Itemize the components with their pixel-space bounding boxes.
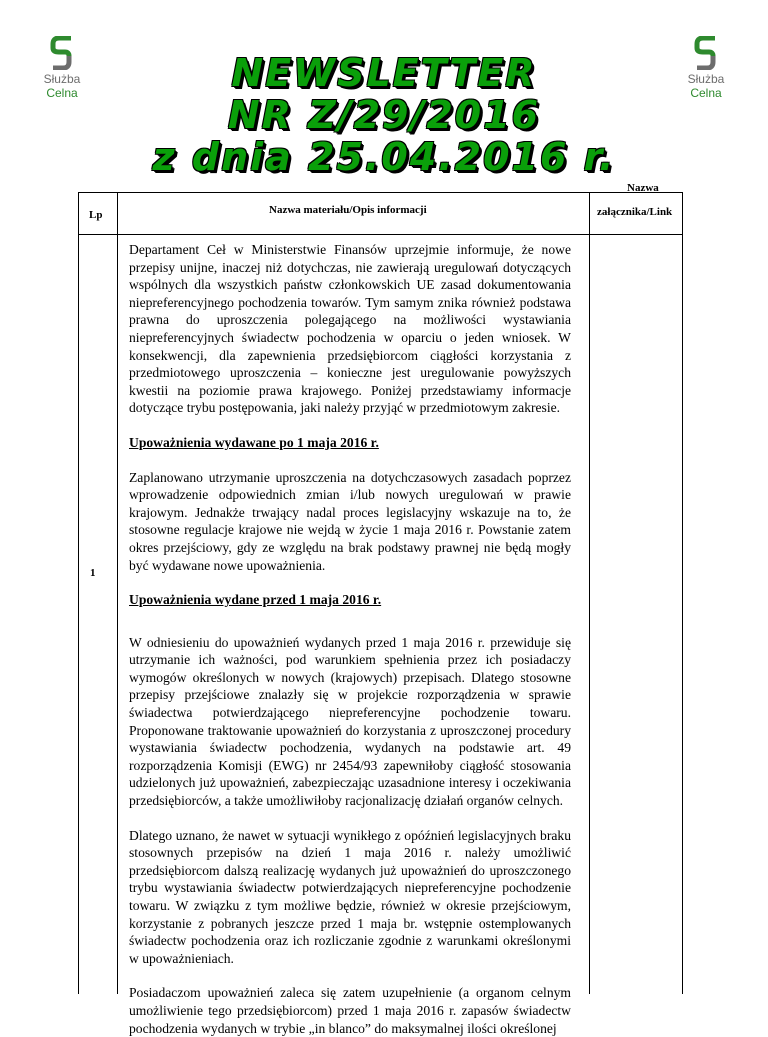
column-header-attachment-line2: załącznika/Link [597,206,673,218]
banner-date: z dnia 25.04.2016 r. [152,135,616,179]
paragraph-recommendation: Posiadaczom upoważnień zaleca się zatem uzupełnienie (a organom celnym umożliwienie tego przedsiębiorcom) przed 1 maja 2016 r. zapasów świadectw pochodzenia wydanych w trybie „in blanco” do maksymalnej ilości określonej [129,985,571,1036]
paragraph-after-may: Zaplanowano utrzymanie uproszczenia na dotychczasowych zasadach poprzez wprowadzenie odpowiednich zmian i/lub nowych uregulowań w prawie krajowym. Jednakże trwający nadal proces legislacyjny wskazuje na to, że stosowne regulacje krajowe nie wejdą w życie 1 maja 2016 r. Powstanie zatem okres przejściowy, gdy ze względu na brak podstawy prawnej nie będą mogły być wydawane nowe upoważnienia. [129,469,571,573]
logo-text-line1: Służba [687,72,725,86]
logo-text-line2: Celna [690,86,722,100]
logo-text-line2: Celna [46,86,78,100]
column-header-attachment-line1: Nazwa [627,182,659,194]
banner-title: NEWSLETTER [231,51,537,95]
paragraph-intro: Departament Ceł w Ministerstwie Finansów uprzejmie informuje, że nowe przepisy unijne, inaczej niż dotychczas, nie zawierają uregulowań dotyczących wspólnych dla wszystkich państw członkowskich UE zasad dokumentowania niepreferencyjnego pochodzenia towarów. Tym samym znika również podstawa prawna do uproszczenia polegającego na możliwości wystawiania niepreferencyjnych świadectw pochodzenia w oparciu o jeden wniosek. W konsekwencji, dla zapewnienia przedsiębiorcom ciągłości korzystania z przedmiotowego uproszczenia – konieczne jest uregulowanie powyższych kwestii na poziomie prawa krajowego. Poniżej przedstawiamy informacje dotyczące trybu postępowania, jaki należy przyjąć w przedmiotowym zakresie. [129,242,571,416]
row-content [129,241,571,1037]
logo-sluzba-celna-left [32,36,92,100]
customs-logo-icon [693,36,719,70]
table-divider [682,193,683,994]
banner-number: NR Z/29/2016 [227,93,541,137]
logo-text-line1: Służba [43,72,81,86]
column-header-lp: Lp [89,209,103,221]
column-header-description: Nazwa materiału/Opis informacji [269,204,427,216]
newsletter-table [78,182,683,1036]
newsletter-banner [110,52,658,178]
table-header-divider [79,234,683,235]
paragraph-transition: Dlatego uznano, że nawet w sytuacji wynikłego z opóźnień legislacyjnych braku stosownych przepisów na dzień 1 maja 2016 r. należy umożliwić przedsiębiorcom dalszą realizację wydanych już upoważnień do uproszczonego trybu wystawiania świadectw potwierdzających niepreferencyjne pochodzenie towaru. W związku z tym możliwe będzie, również w okresie przejściowym, korzystanie z pobranych jeszcze przed 1 maja br. wstępnie ostemplowanych świadectw pochodzenia oraz ich rozliczanie zgodnie z warunkami określonymi w upoważnieniach. [129,827,571,966]
section-heading-before-may: Upoważnienia wydane przed 1 maja 2016 r. [129,592,382,608]
logo-sluzba-celna-right [676,36,736,100]
row-number: 1 [90,567,96,579]
table-divider [117,193,118,994]
paragraph-before-may: W odniesieniu do upoważnień wydanych przed 1 maja 2016 r. przewiduje się utrzymanie ich ważności, pod warunkiem spełnienia przez ich posiadaczy wymogów określonych w nowych (krajowych) przepisach. Dlatego stosowne przepisy przejściowe znalazły się w projekcie rozporządzenia w sprawie świadectwa potwierdzającego niepreferencyjne pochodzenie towaru. Proponowane traktowanie upoważnień do korzystania z uproszczonej procedury wystawiania świadectw pochodzenia, wydanych na podstawie art. 49 rozporządzenia Komisji (EWG) nr 2454/93 zapewniłoby ciągłość stosowania udzielonych już upoważnień, zabezpieczając uzasadnione interesy i oczekiwania przedsiębiorców, a także umożliwiłoby racjonalizację działań organów celnych. [129,634,571,809]
customs-logo-icon [49,36,75,70]
section-heading-after-may: Upoważnienia wydawane po 1 maja 2016 r. [129,434,379,450]
table-divider [589,193,590,994]
